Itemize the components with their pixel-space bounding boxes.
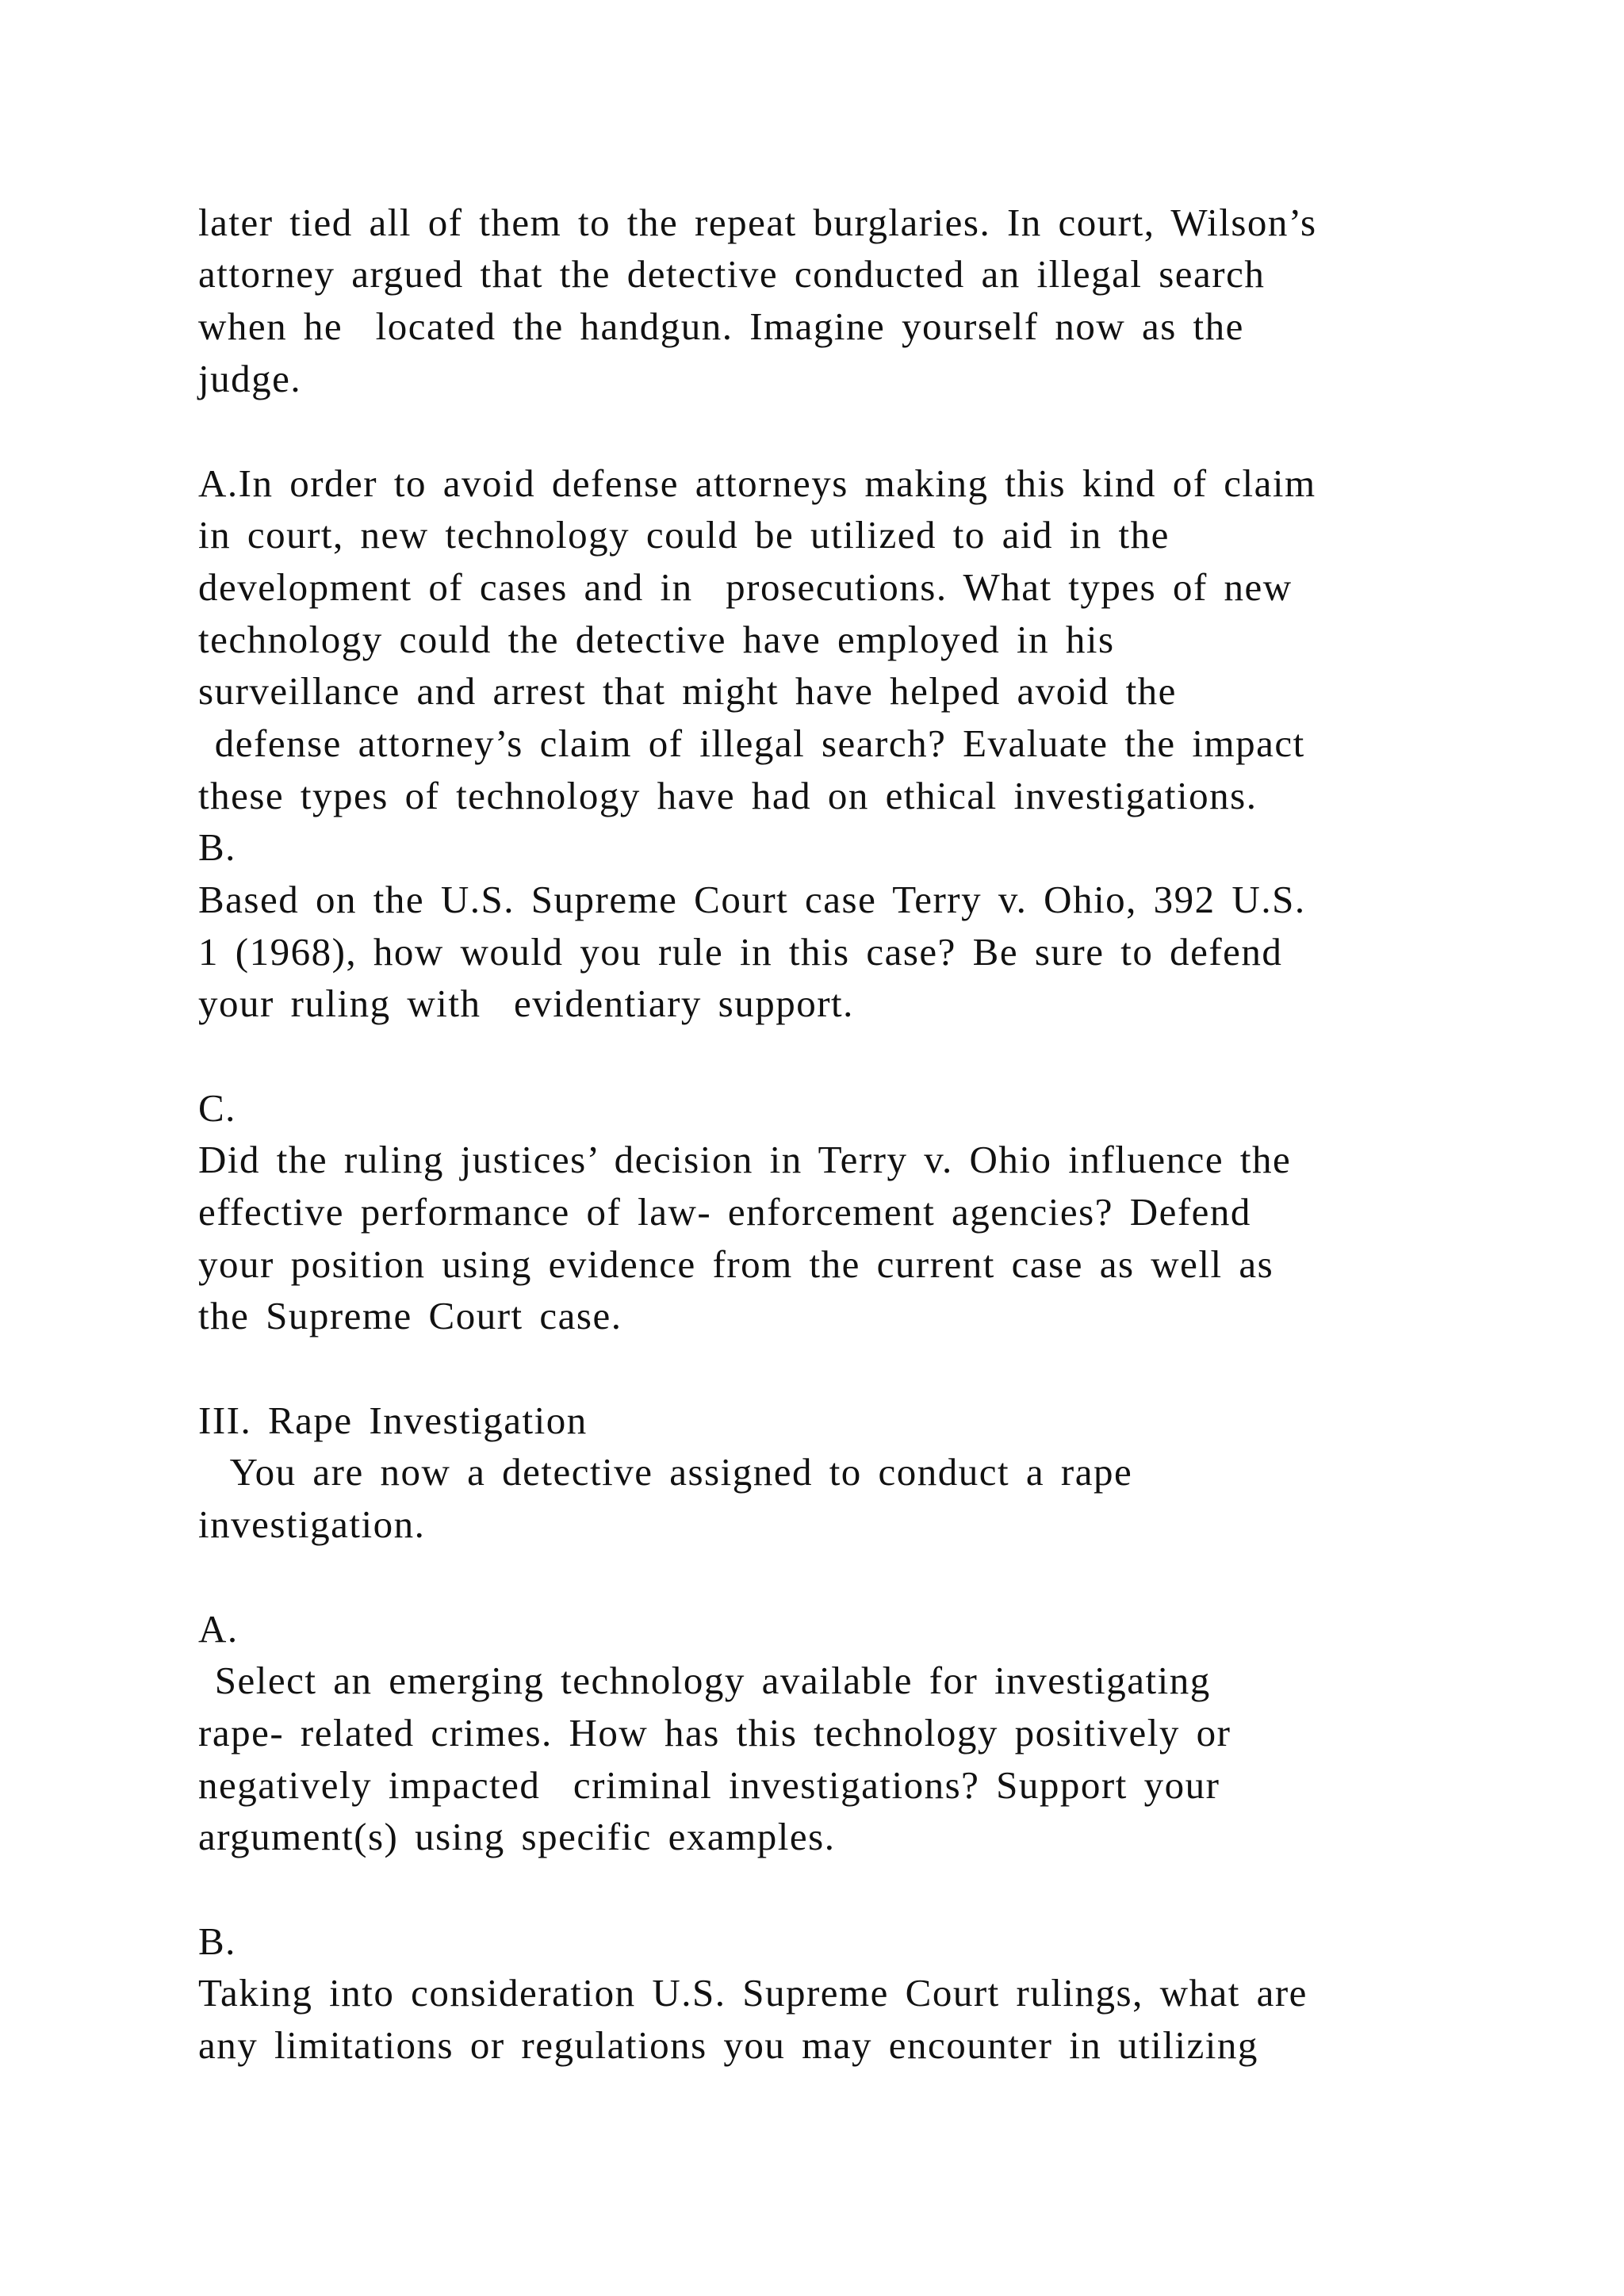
text-line: effective performance of law- enforcement agencies? Defend [198,1190,1251,1234]
text-line: A. [198,1607,239,1651]
text-line: these types of technology have had on ethical investigations. [198,774,1258,817]
text-line: B. [198,1919,236,1963]
text-line: A.In order to avoid defense attorneys making this kind of claim [198,461,1316,505]
text-line: Did the ruling justices’ decision in Terry v. Ohio influence the [198,1138,1292,1181]
text-line: any limitations or regulations you may encounter in utilizing [198,2023,1258,2067]
text-line: technology could the detective have employed in his [198,618,1115,661]
text-line: surveillance and arrest that might have helped avoid the [198,669,1177,713]
text-line: III. Rape Investigation [198,1399,588,1442]
text-line: Based on the U.S. Supreme Court case Terry v. Ohio, 392 U.S. [198,878,1306,921]
text-line: B. [198,825,236,869]
text-line: defense attorney’s claim of illegal search? Evaluate the impact [198,721,1305,765]
text-line: argument(s) using specific examples. [198,1815,836,1858]
text-line: You are now a detective assigned to conduct a rape [198,1450,1133,1494]
text-line: your ruling with evidentiary support. [198,982,854,1025]
text-line: Select an emerging technology available for investigating [198,1659,1211,1702]
text-line: Taking into consideration U.S. Supreme Court rulings, what are [198,1971,1308,2015]
text-line: negatively impacted criminal investigations? Support your [198,1763,1220,1807]
text-line: judge. [198,357,302,400]
text-line: the Supreme Court case. [198,1294,622,1337]
text-line: investigation. [198,1502,426,1546]
text-line: in court, new technology could be utilized to aid in the [198,513,1170,557]
text-line: when he located the handgun. Imagine yourself now as the [198,304,1244,348]
text-line: attorney argued that the detective conducted an illegal search [198,252,1266,296]
text-line: C. [198,1086,236,1130]
text-line: later tied all of them to the repeat burglaries. In court, Wilson’s [198,201,1317,244]
text-line: 1 (1968), how would you rule in this case? Be sure to defend [198,930,1283,974]
text-line: rape- related crimes. How has this technology positively or [198,1711,1231,1755]
text-line: development of cases and in prosecutions. What types of new [198,565,1293,609]
text-line: your position using evidence from the current case as well as [198,1242,1274,1286]
